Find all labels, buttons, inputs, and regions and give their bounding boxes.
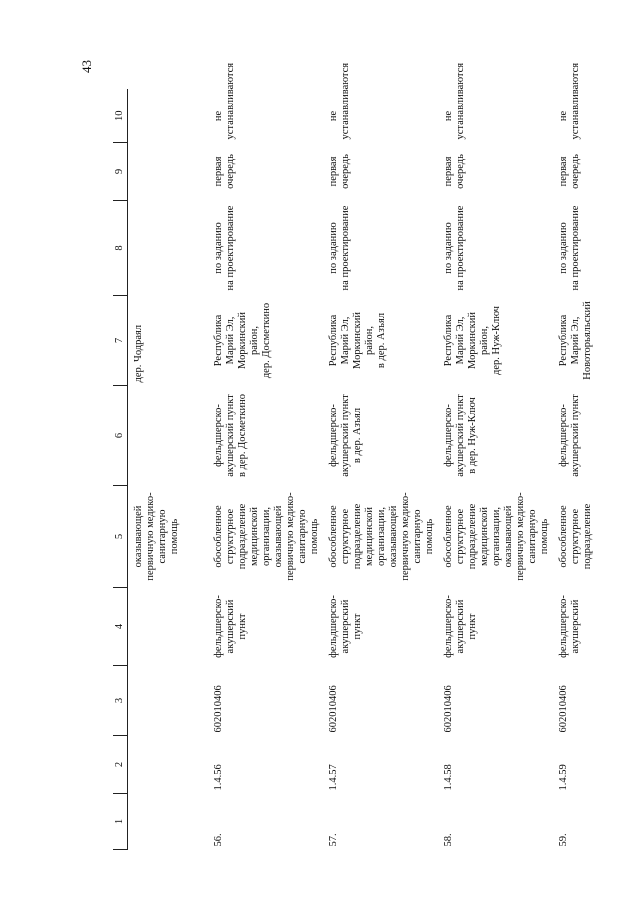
header-cell: 2 [113,736,128,794]
cell-purpose: обособленное структурное подразделение медицинской организации, оказывающей первичную медико- санитарную помощь [442,492,550,581]
table-row [208,90,323,850]
cell-location: Республика Марий Эл, Новоторьяльский [557,301,593,380]
cell-zone: не устанавливаются [557,62,581,140]
rotated-table-container [113,62,593,850]
table-row-continuation [128,90,208,850]
header-cell: 5 [113,486,128,588]
cell-code: 1.4.57 [327,764,339,791]
cell-status: по заданию на проектирование [557,205,581,291]
cell-type: фельдшерско- акушерский пункт [442,595,478,658]
cell-status: по заданию на проектирование [442,205,466,291]
cell-zone: не устанавливаются [327,62,351,140]
cell-location: дер. Чодраял [133,324,144,383]
cell-type: фельдшерско- акушерский [557,595,581,658]
page-number: 43 [79,60,94,73]
table-row [323,90,438,850]
cell-okof: 602010406 [442,685,454,733]
register-table [113,62,639,851]
cell-queue: первая очередь [212,154,236,189]
cell-purpose: обособленное структурное подразделение медицинской организации, оказывающей первичную медико- санитарную помощь [212,492,320,581]
cell-name: фельдшерско- акушерский пункт в дер. Досметкино [212,394,248,477]
cell-okof: 602010406 [327,685,339,733]
cell-number: 57. [327,833,339,847]
header-cell: 7 [113,296,128,386]
cell-location: Республика Марий Эл, Моркинский район, дер. Нуж-Ключ [442,306,502,375]
header-cell: 1 [113,794,128,850]
cell-code: 1.4.56 [212,764,224,791]
cell-name: фельдшерско- акушерский пункт в дер. Азъял [327,394,363,477]
table-row [438,90,553,850]
cell-purpose: обособленное структурное подразделение [557,503,593,570]
cell-name: фельдшерско- акушерский пункт в дер. Нуж-Ключ [442,394,478,477]
header-cell: 3 [113,666,128,736]
table-row [553,90,639,850]
cell-location: Республика Марий Эл, Моркинский район, дер. Досметкино [212,302,272,379]
cell-queue: первая очередь [327,154,351,189]
header-cell: 8 [113,201,128,296]
header-row [113,90,128,850]
cell-purpose: оказывающей первичную медико- санитарную помощь [133,492,181,581]
cell-zone: не устанавливаются [442,62,466,140]
cell-okof: 602010406 [212,685,224,733]
header-cell: 6 [113,386,128,486]
header-cell: 4 [113,588,128,666]
cell-queue: первая очередь [442,154,466,189]
cell-name: фельдшерско- акушерский пункт [557,394,581,477]
cell-purpose: обособленное структурное подразделение медицинской организации, оказывающей первичную медико- санитарную помощь [327,492,435,581]
cell-code: 1.4.59 [557,764,569,791]
header-cell: 10 [113,90,128,143]
cell-location: Республика Марий Эл, Моркинский район, в дер. Азъял [327,312,387,369]
cell-number: 59. [557,833,569,847]
cell-type: фельдшерско- акушерский пункт [212,595,248,658]
cell-status: по заданию на проектирование [327,205,351,291]
cell-number: 56. [212,833,224,847]
cell-code: 1.4.58 [442,764,454,791]
cell-type: фельдшерско- акушерский пункт [327,595,363,658]
cell-queue: первая очередь [557,154,581,189]
header-cell: 9 [113,143,128,201]
cell-okof: 602010406 [557,685,569,733]
cell-status: по заданию на проектирование [212,205,236,291]
cell-zone: не устанавливаются [212,62,236,140]
cell-number: 58. [442,833,454,847]
